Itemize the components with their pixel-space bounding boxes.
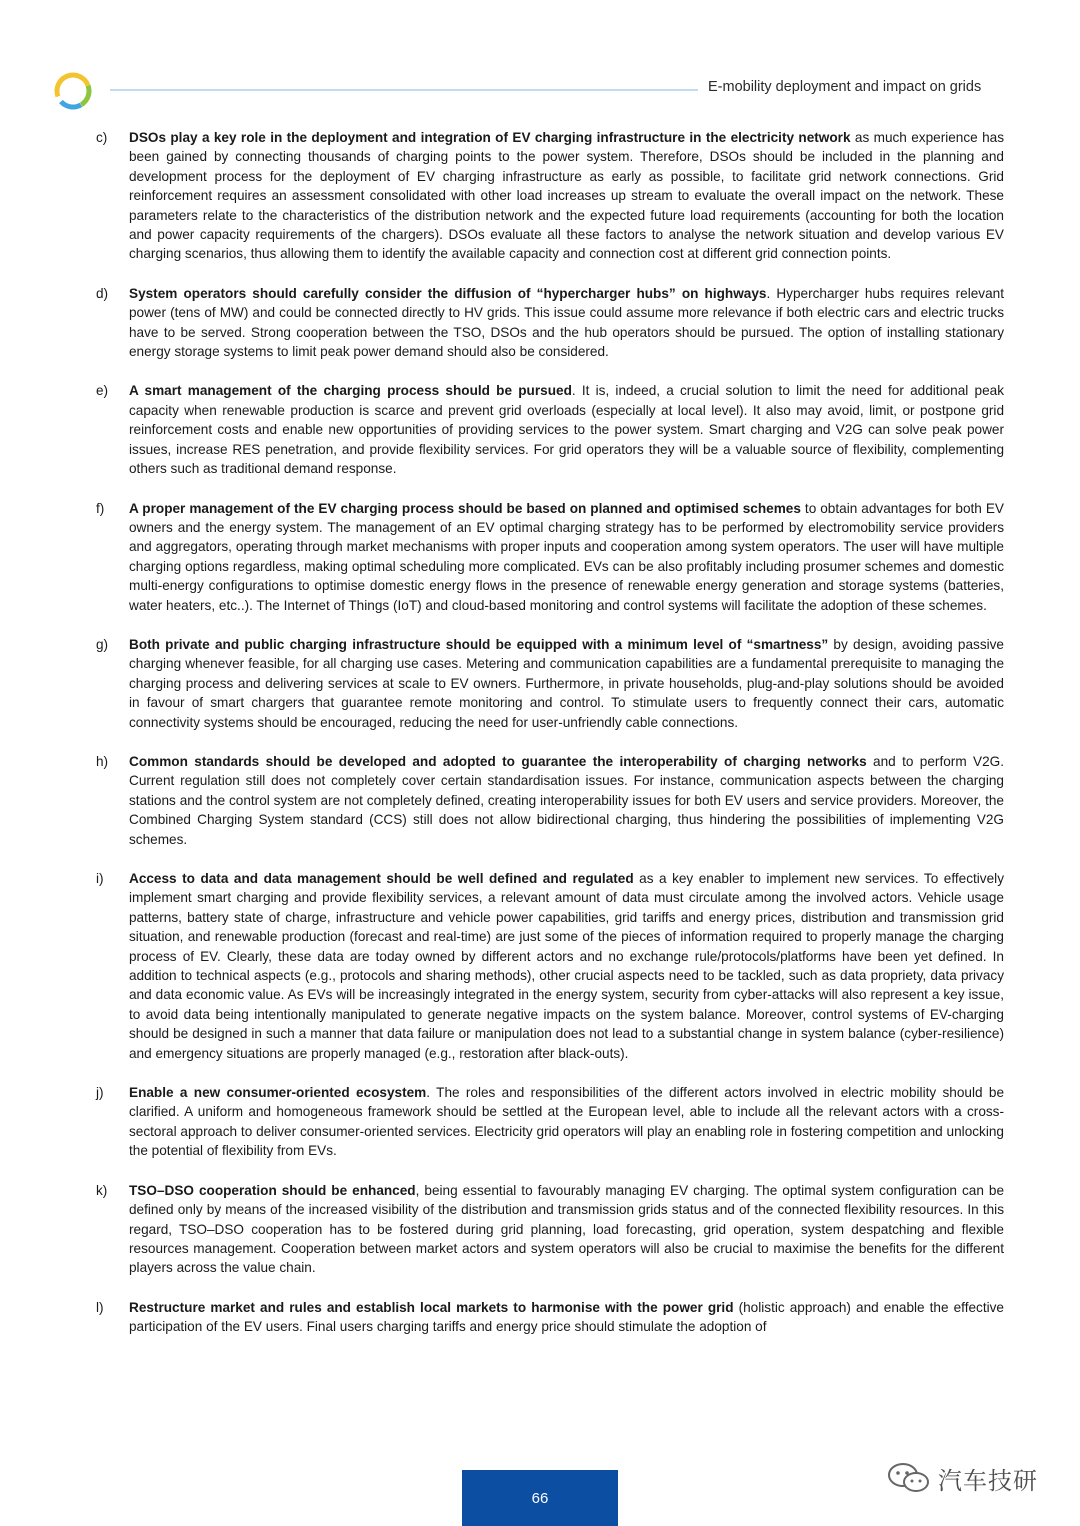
list-item-heading: Enable a new consumer-oriented ecosystem [129,1085,427,1101]
list-item-text [129,1083,1004,1161]
list-item-text [129,869,1004,1063]
numbered-list [96,128,1004,1357]
list-marker: e) [96,383,109,399]
list-item [96,499,1004,615]
list-marker: f) [96,500,105,516]
list-item-heading: A proper management of the EV charging process should be based on planned and optimised schemes [129,500,801,516]
list-item-heading: DSOs play a key role in the deployment and integration of EV charging infrastructure in the electricity network [129,130,851,145]
list-item-body: as much experience has been gained by connecting thousands of charging points to the power system. Therefore, DSOs should be included in the planning and development process for the deployment of EV charging infrastructure as early as possible, to facilitate grid network connections. Grid reinforcement requires an assessment consolidated with other load increases up stream to evaluate the overall impact on the network. These parameters relate to the characteristics of the distribution network and the expected future load requirements (accounting for both the location and power capacity requirements of the chargers). DSOs evaluate all these factors to analyse the network situation and develop various EV charging scenarios, thus allowing them to identify the available capacity and connection cost at different grid connection points. [129,130,1005,262]
list-item-heading: Restructure market and rules and establish local markets to harmonise with the power grid [129,1299,734,1315]
list-item-heading: Access to data and data management should be well defined and regulated [129,871,634,886]
list-item-body: . It is, indeed, a crucial solution to limit the need for additional peak capacity when renewable production is scarce and prevent grid overloads (especially at local level). It also may avoid, limit, or postpone grid reinforcement costs and enable new opportunities of providing services to the power system. Smart charging and V2G can solve peak power issues, increase RES penetration, and provide flexibility services. For grid operators they will be a valuable source of flexibility, complementing others such as traditional demand response. [129,383,1004,477]
list-item-heading: TSO–DSO cooperation should be enhanced [129,1182,416,1198]
list-item-text [129,1298,1004,1337]
list-item [96,1083,1004,1161]
list-item-text [129,381,1004,478]
list-item [96,1298,1004,1337]
list-marker: d) [96,285,109,301]
watermark [886,1458,1038,1498]
list-item-text [129,499,1004,615]
list-item [96,1181,1004,1278]
list-marker: c) [96,130,108,145]
list-item-text [129,128,1004,264]
list-item [96,381,1004,478]
list-item-body: by design, avoiding passive charging whenever feasible, for all charging use cases. Metering and communication capabilities are a fundamental prerequisite to managing the charging process and delivering services at scale to EV owners. Furthermore, in private households, plug-and-play solutions should be avoided in favour of smart chargers that guarantee remote monitoring and control. To stimulate users to frequently connect their cars, automatic connectivity systems should be encouraged, reducing the need for user-unfriendly cable connections. [129,636,1004,730]
list-item-text [129,752,1004,849]
list-item-body: . The roles and responsibilities of the different actors involved in electric mobility should be clarified. A uniform and homogeneous framework should be settled at the European level, able to include all the relevant actors with a cross-sectoral approach to deliver consumer-oriented services. Electricity grid operators will play an enabling role in fostering competition and unlocking the potential of flexibility from EVs. [129,1085,1004,1159]
list-marker: i) [96,871,104,886]
list-marker: l) [96,1299,104,1315]
watermark-text: 汽车技研 [938,1466,1038,1495]
list-item [96,284,1004,362]
list-item-text [129,1181,1004,1278]
list-marker: j) [96,1085,104,1101]
list-item-heading: Common standards should be developed and adopted to guarantee the interoperability of charging networks [129,753,867,769]
list-item-heading: A smart management of the charging process should be pursued [129,383,572,399]
list-item-body: . Hypercharger hubs requires relevant power (tens of MW) and could be connected directly to HV grids. This issue could assume more relevance if both electric cars and electric trucks have to be served. Strong cooperation between the TSO, DSOs and the hub operators should be pursued. The option of installing stationary energy storage systems to limit peak power demand should also be considered. [129,285,1004,360]
list-item [96,869,1004,1063]
list-marker: h) [96,753,109,769]
list-item-body: as a key enabler to implement new services. To effectively implement smart charging and provide flexibility services, a relevant amount of data must circulate among the involved actors. Vehicle usage patterns, battery state of charge, infrastructure and vehicle power capabilities, grid tariffs and energy prices, distribution and transmission grid situation, and renewable production (forecast and real-time) are just some of the pieces of information required to properly manage the charging process of EV. Clearly, these data are today owned by different actors and no exchange rule/protocols/platforms have been yet defined. In addition to technical aspects (e.g., protocols and sharing methods), other crucial aspects need to be tackled, such as data propriety, data privacy and data economic value. As EVs will be increasingly integrated in the energy system, security from cyber-attacks will also represent a key issue, to avoid data being intentionally manipulated to generate negative impacts on the system balance. Moreover, control systems of EV-charging should be designed in such a manner that data failure or manipulation does not lead to a substantial change in system balance (cyber-resilience) and emergency situations are properly managed (e.g., restoration after black-outs). [129,871,1004,1061]
list-item-body: , being essential to favourably managing EV charging. The optimal system configuration can be defined only by means of the increased visibility of the distribution and transmission grids status and of the connected flexibility resources. In this regard, TSO–DSO cooperation has to be fostered during grid planning, load forecasting, grid operation, system despatching and flexible resources management. Cooperation between market actors and system operators will also be crucial to maximise the benefits for the different players across the value chain. [129,1182,1005,1276]
list-item-body: and to perform V2G. Current regulation still does not completely cover certain standardisation issues. For instance, communication aspects between the charging stations and the control system are not completely defined, creating interoperability issues for both EV users and service providers. Moreover, the Combined Charging System standard (CCS) still does not allow bidirectional charging, thus hindering the possibilities of implementing V2G schemes. [129,753,1004,847]
list-item-text [129,635,1004,732]
list-marker: g) [96,636,109,652]
list-item-text [129,284,1004,362]
list-marker: k) [96,1182,108,1198]
list-item [96,752,1004,849]
list-item-body: to obtain advantages for both EV owners and the energy system. The management of an EV optimal charging strategy has to be performed by electromobility service providers and aggregators, operating through market mechanisms with proper inputs and cooperation among system operators. The user will have multiple charging options regardless, making optimal scheduling more complicated. EVs can be also profitably including prosumer schemes and domestic multi-energy configurations to optimise domestic energy flows in the presence of renewable energy generation and storage systems (batteries, water heaters, etc..). The Internet of Things (IoT) and cloud-based monitoring and control systems will facilitate the adoption of these schemes. [129,500,1004,613]
wechat-icon [886,1461,932,1495]
header-rule [110,89,698,91]
list-item [96,128,1004,264]
header-title: E-mobility deployment and impact on grids [708,79,982,95]
list-item-heading: Both private and public charging infrastructure should be equipped with a minimum level of “smartness” [129,636,829,652]
logo-ring-icon [52,70,94,112]
page-number: 66 [462,1470,618,1526]
list-item-heading: System operators should carefully consider the diffusion of “hypercharger hubs” on highways [129,285,767,301]
list-item [96,635,1004,732]
list-item-body: (holistic approach) and enable the effective participation of the EV users. Final users charging tariffs and energy price should stimulate the adoption of [129,1299,1004,1335]
